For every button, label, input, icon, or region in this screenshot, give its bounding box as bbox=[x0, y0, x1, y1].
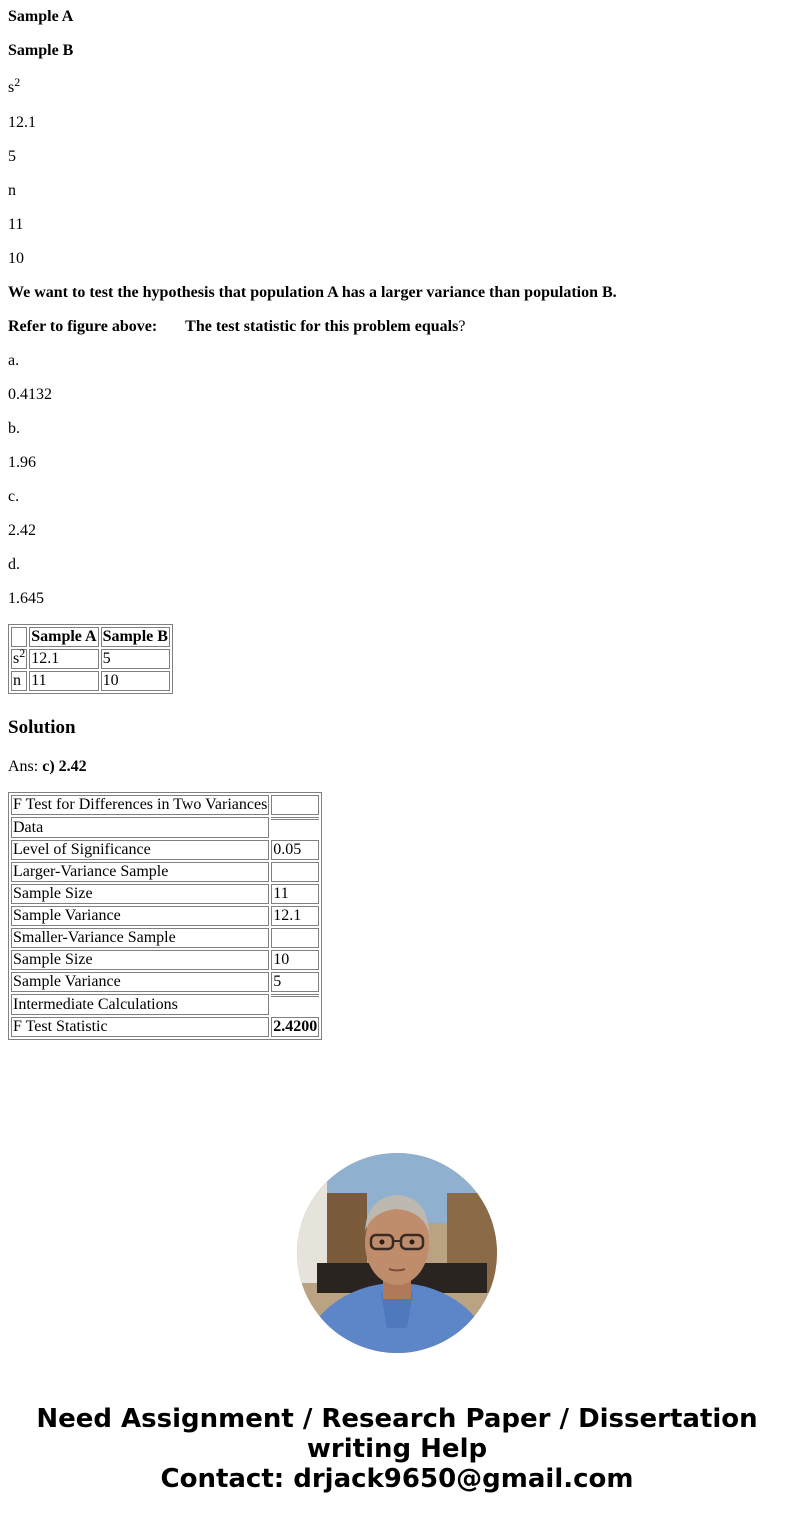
table-cell-empty bbox=[271, 817, 319, 838]
row-value: 10 bbox=[271, 950, 319, 970]
row-label: Larger-Variance Sample bbox=[11, 862, 269, 882]
table-cell-variance-b: 5 bbox=[101, 649, 170, 669]
n-label: n bbox=[8, 182, 16, 199]
row-label: Data bbox=[11, 817, 269, 838]
row-value: 12.1 bbox=[271, 906, 319, 926]
portrait-illustration bbox=[297, 1153, 497, 1353]
row-value: 0.05 bbox=[271, 840, 319, 860]
row-label: Intermediate Calculations bbox=[11, 994, 269, 1015]
table-cell-variance-label: $s^2$ bbox=[13, 646, 26, 667]
author-photo bbox=[297, 1153, 497, 1353]
option-b-letter: b. bbox=[8, 420, 20, 437]
question-statement: We want to test the hypothesis that population A has a larger variance than population B. bbox=[8, 284, 617, 301]
sample-b-label: Sample B bbox=[8, 42, 74, 59]
option-c-value: 2.42 bbox=[8, 522, 36, 539]
table-cell-empty bbox=[271, 928, 319, 948]
answer-line: Ans: c) 2.42 bbox=[8, 758, 87, 775]
sample-a-label: Sample A bbox=[8, 8, 74, 25]
n-a-value: 11 bbox=[8, 216, 24, 233]
option-c-letter: c. bbox=[8, 488, 20, 505]
row-label: F Test Statistic bbox=[11, 1017, 269, 1037]
table-row bbox=[11, 649, 170, 669]
table-row bbox=[11, 840, 319, 860]
table-cell-empty bbox=[271, 795, 319, 815]
table-cell-n-label: n bbox=[11, 671, 27, 691]
table-row bbox=[11, 884, 319, 904]
table-header-sample-b: Sample B bbox=[102, 628, 168, 645]
table-row bbox=[11, 928, 319, 948]
table-row bbox=[11, 906, 319, 926]
row-label: Sample Size bbox=[11, 884, 269, 904]
table-row bbox=[11, 627, 170, 647]
row-value: 11 bbox=[271, 884, 319, 904]
promo-banner bbox=[0, 1404, 794, 1494]
table-cell-empty bbox=[271, 994, 319, 1015]
table-cell-variance-a: 12.1 bbox=[29, 649, 98, 669]
table-row bbox=[11, 817, 319, 838]
f-test-title: F Test for Differences in Two Variances bbox=[13, 796, 268, 813]
f-test-table bbox=[8, 792, 322, 1040]
f-statistic-value: 2.4200 bbox=[273, 1018, 318, 1035]
row-label: Sample Variance bbox=[11, 972, 269, 992]
table-row bbox=[11, 862, 319, 882]
table-cell-n-b: 10 bbox=[101, 671, 170, 691]
table-row bbox=[11, 994, 319, 1015]
variance-b-value: 5 bbox=[8, 148, 16, 165]
table-cell-empty bbox=[271, 862, 319, 882]
table-cell-n-a: 11 bbox=[29, 671, 98, 691]
n-b-value: 10 bbox=[8, 250, 24, 267]
option-a-letter: a. bbox=[8, 352, 20, 369]
table-header-sample-a: Sample A bbox=[31, 628, 97, 645]
option-a-value: 0.4132 bbox=[8, 386, 52, 403]
table-cell-empty bbox=[11, 627, 27, 647]
sample-table bbox=[8, 624, 173, 694]
option-d-value: 1.645 bbox=[8, 590, 44, 607]
option-b-value: 1.96 bbox=[8, 454, 36, 471]
row-label: Smaller-Variance Sample bbox=[11, 928, 269, 948]
variance-label: $s^2$ bbox=[8, 75, 21, 96]
row-value: 5 bbox=[271, 972, 319, 992]
table-row bbox=[11, 795, 319, 815]
variance-a-value: 12.1 bbox=[8, 114, 36, 131]
solution-heading: Solution bbox=[8, 717, 76, 738]
row-label: Level of Significance bbox=[11, 840, 269, 860]
row-label: Sample Variance bbox=[11, 906, 269, 926]
promo-line-2: writing Help bbox=[306, 1434, 488, 1464]
promo-contact: Contact: drjack9650@gmail.com bbox=[160, 1464, 634, 1494]
question-prompt: Refer to figure above: The test statistic for this problem equals? bbox=[8, 318, 466, 335]
row-label: Sample Size bbox=[11, 950, 269, 970]
table-row bbox=[11, 671, 170, 691]
table-row bbox=[11, 1017, 319, 1037]
promo-line-1: Need Assignment / Research Paper / Dissertation bbox=[36, 1404, 758, 1434]
table-row bbox=[11, 972, 319, 992]
option-d-letter: d. bbox=[8, 556, 20, 573]
table-row bbox=[11, 950, 319, 970]
